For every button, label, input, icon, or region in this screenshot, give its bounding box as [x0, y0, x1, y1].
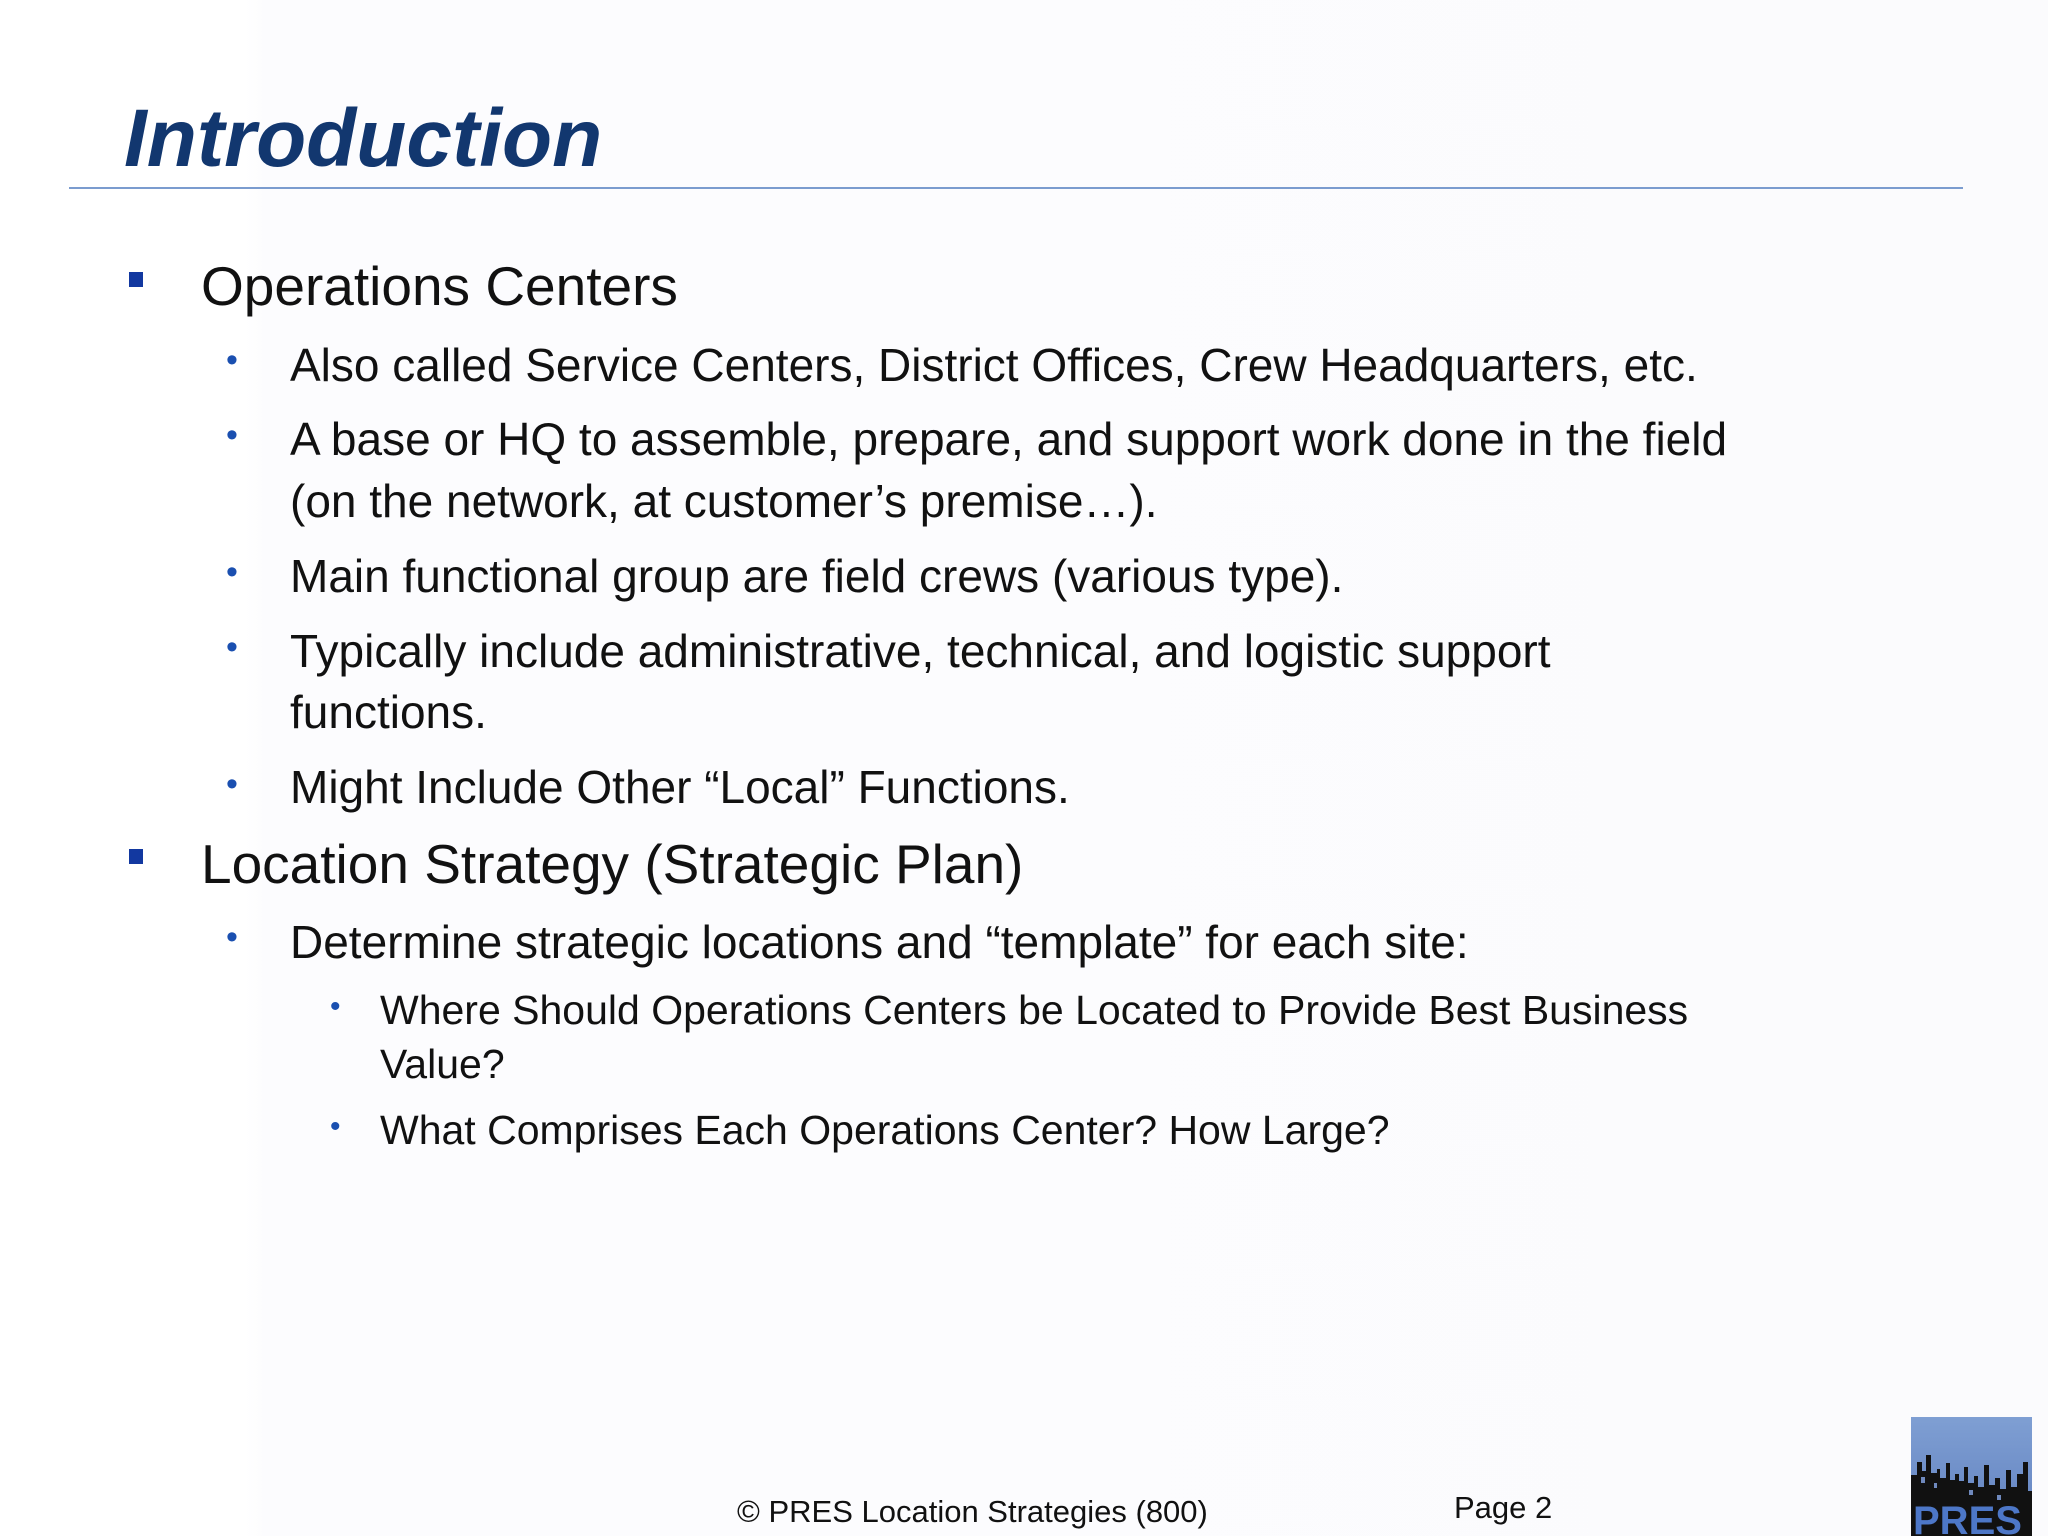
- bullet-icon: •: [330, 1110, 341, 1143]
- operations-centers-point-4-line-1: Typically include administrative, technical, and logistic support: [290, 625, 1551, 677]
- bullet-icon: •: [226, 628, 238, 666]
- location-strategy-point-1: Determine strategic locations and “template” for each site:: [290, 916, 1469, 968]
- bullet-icon: •: [226, 765, 238, 803]
- operations-centers-point-2-line-1: A base or HQ to assemble, prepare, and support work done in the field: [290, 413, 1728, 465]
- section-heading-location-strategy: Location Strategy (Strategic Plan): [201, 833, 1024, 895]
- bullet-icon: •: [330, 990, 341, 1023]
- bullet-icon: •: [226, 553, 238, 591]
- page-number: Page 2: [1454, 1490, 1553, 1525]
- slide-title: Introduction: [124, 93, 603, 184]
- square-bullet-icon: [129, 272, 143, 287]
- location-strategy-subpoint-1-line-2: Value?: [380, 1041, 505, 1087]
- operations-centers-point-4-line-2: functions.: [290, 686, 487, 738]
- operations-centers-point-1: Also called Service Centers, District Offices, Crew Headquarters, etc.: [290, 339, 1698, 391]
- svg-text:PRES: PRES: [1913, 1499, 2022, 1536]
- footer-copyright: © PRES Location Strategies (800): [737, 1494, 1208, 1529]
- section-heading-operations-centers: Operations Centers: [201, 255, 678, 317]
- location-strategy-subpoint-1-line-1: Where Should Operations Centers be Located to Provide Best Business: [380, 987, 1689, 1033]
- pres-city-skyline-logo-icon: [1911, 1417, 2032, 1536]
- location-strategy-subpoint-2: What Comprises Each Operations Center? How Large?: [380, 1107, 1390, 1153]
- operations-centers-point-5: Might Include Other “Local” Functions.: [290, 761, 1070, 813]
- operations-centers-point-3: Main functional group are field crews (various type).: [290, 550, 1344, 602]
- bullet-icon: •: [226, 918, 238, 956]
- bullet-icon: •: [226, 416, 238, 454]
- operations-centers-point-2-line-2: (on the network, at customer’s premise…).: [290, 475, 1158, 527]
- bullet-icon: •: [226, 341, 238, 379]
- square-bullet-icon: [129, 849, 143, 864]
